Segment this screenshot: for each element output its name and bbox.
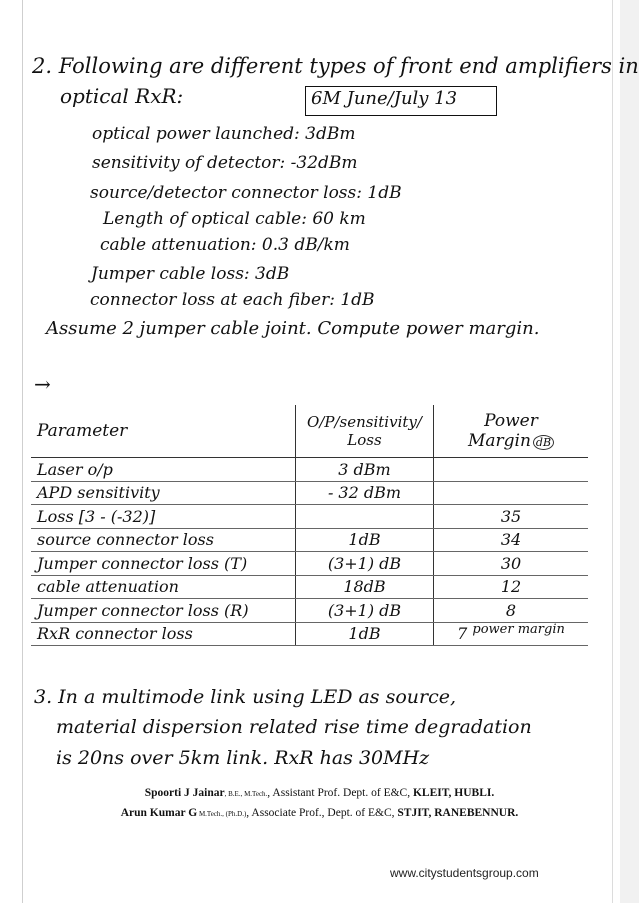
row-margin: 8 bbox=[434, 599, 589, 623]
header-unit-db: dB bbox=[533, 435, 554, 450]
table-row bbox=[31, 528, 588, 552]
row-parameter: APD sensitivity bbox=[31, 481, 296, 505]
header-power-margin bbox=[434, 405, 589, 458]
given-cable-length: Length of optical cable: 60 km bbox=[103, 209, 366, 229]
row-parameter: Jumper connector loss (T) bbox=[31, 552, 296, 576]
author-2-name: Arun Kumar G bbox=[120, 807, 198, 819]
page-edge-right bbox=[612, 0, 613, 903]
footer-author-2 bbox=[0, 807, 639, 819]
given-jumper-loss: Jumper cable loss: 3dB bbox=[91, 264, 290, 284]
power-margin-note: power margin bbox=[472, 622, 565, 638]
question-2-title: 2. Following are different types of front end amplifiers in bbox=[32, 54, 639, 78]
row-value: (3+1) dB bbox=[296, 599, 434, 623]
row-parameter: cable attenuation bbox=[31, 575, 296, 599]
author-2-institute: STJIT, RANEBENNUR. bbox=[397, 807, 519, 819]
row-margin-cell bbox=[434, 622, 589, 646]
page-edge-left bbox=[22, 0, 23, 903]
row-margin: 12 bbox=[434, 575, 589, 599]
table-row bbox=[31, 622, 588, 646]
row-value: (3+1) dB bbox=[296, 552, 434, 576]
answer-arrow-icon: → bbox=[34, 372, 51, 396]
question-3-line-2: material dispersion related rise time degradation bbox=[56, 716, 532, 738]
author-2-role: , Associate Prof., Dept. of E&C, bbox=[246, 807, 398, 819]
row-value: 1dB bbox=[296, 622, 434, 646]
row-value: - 32 dBm bbox=[296, 481, 434, 505]
question-3-line-3: is 20ns over 5km link. RxR has 30MHz bbox=[56, 747, 430, 769]
table-row bbox=[31, 575, 588, 599]
row-margin: 34 bbox=[434, 528, 589, 552]
row-margin bbox=[434, 481, 589, 505]
given-power-launched: optical power launched: 3dBm bbox=[92, 124, 356, 144]
assumption-text: Assume 2 jumper cable joint. Compute power margin. bbox=[46, 318, 540, 339]
question-2-title-cont: optical RxR: bbox=[60, 84, 184, 108]
header-output-sensitivity-loss: O/P/sensitivity/ Loss bbox=[296, 405, 434, 458]
row-value: 18dB bbox=[296, 575, 434, 599]
table-header-row bbox=[31, 405, 588, 458]
header-parameter: Parameter bbox=[31, 405, 296, 458]
table-row bbox=[31, 481, 588, 505]
row-parameter: source connector loss bbox=[31, 528, 296, 552]
row-parameter: Jumper connector loss (R) bbox=[31, 599, 296, 623]
table-row bbox=[31, 599, 588, 623]
table-row bbox=[31, 458, 588, 482]
author-1-degree: , B.E., M.Tech. bbox=[224, 790, 268, 798]
given-cable-attenuation: cable attenuation: 0.3 dB/km bbox=[100, 235, 350, 255]
author-2-degree: M.Tech., (Ph.D.) bbox=[197, 810, 247, 818]
author-1-institute: KLEIT, HUBLI. bbox=[412, 787, 495, 799]
website-link[interactable]: www.citystudentsgroup.com bbox=[390, 866, 539, 880]
row-parameter: RxR connector loss bbox=[31, 622, 296, 646]
power-budget-table bbox=[31, 405, 588, 646]
row-value bbox=[296, 505, 434, 529]
row-parameter: Laser o/p bbox=[31, 458, 296, 482]
given-sensitivity: sensitivity of detector: -32dBm bbox=[92, 153, 358, 173]
exam-tag: 6M June/July 13 bbox=[311, 88, 458, 109]
author-1-role: , Assistant Prof. Dept. of E&C, bbox=[267, 787, 413, 799]
given-fiber-connector-loss: connector loss at each fiber: 1dB bbox=[90, 290, 375, 310]
author-1-name: Spoorti J Jainar bbox=[144, 787, 225, 799]
scan-margin-strip bbox=[620, 0, 639, 903]
table-row bbox=[31, 505, 588, 529]
header-power-margin-label: Power Margin bbox=[467, 411, 538, 451]
row-value: 1dB bbox=[296, 528, 434, 552]
footer-author-1 bbox=[0, 787, 639, 799]
row-parameter: Loss [3 - (-32)] bbox=[31, 505, 296, 529]
row-margin: 7 bbox=[457, 624, 468, 644]
row-margin: 35 bbox=[434, 505, 589, 529]
row-margin: 30 bbox=[434, 552, 589, 576]
table-row bbox=[31, 552, 588, 576]
row-value: 3 dBm bbox=[296, 458, 434, 482]
given-connector-loss: source/detector connector loss: 1dB bbox=[90, 183, 402, 203]
row-margin bbox=[434, 458, 589, 482]
question-3-line-1: 3. In a multimode link using LED as source, bbox=[34, 686, 457, 708]
